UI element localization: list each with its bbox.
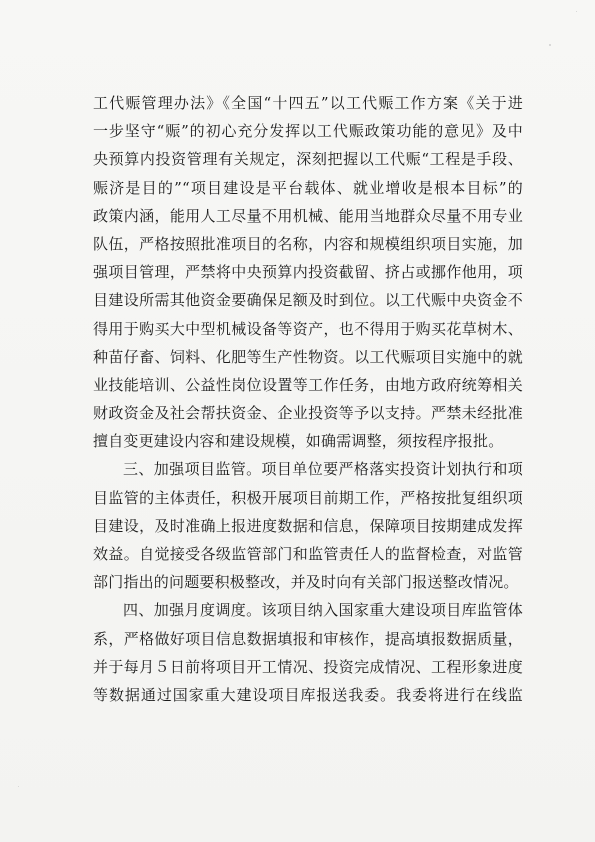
scan-speck <box>576 11 577 12</box>
text-line: 系，严格做好项目信息数据填报和审核作，提高填报数据质量， <box>93 629 523 648</box>
text-line: 政策内涵，能用人工尽量不用机械、能用当地群众尽量不用专业 <box>93 206 523 225</box>
text-line: 得用于购买大中型机械设备等资产，也不得用于购买花草树木、 <box>93 319 523 338</box>
text-line: 效益。自觉接受各级监管部门和监管责任人的监督检查，对监管 <box>93 545 523 563</box>
text-line: 部门指出的问题要积极整改，并及时向有关部门报送整改情况。 <box>93 573 519 592</box>
text-line: 目建设，及时准确上报进度数据和信息，保障项目按期建成发挥 <box>93 516 523 535</box>
text-line: 央预算内投资管理有关规定，深刻把握以工代赈“工程是手段、 <box>93 150 523 169</box>
text-line: 目建设所需其他资金要确保足额及时到位。以工代赈中央资金不 <box>93 291 523 310</box>
text-line: 目监管的主体责任，积极开展项目前期工作，严格按批复组织项 <box>93 488 523 507</box>
section-heading-line: 三、加强项目监管。项目单位要严格落实投资计划执行和项 <box>123 460 523 479</box>
text-line: 工代赈管理办法》《全国“十四五”以工代赈工作方案《关于进 <box>93 94 523 112</box>
scan-speck <box>18 786 19 787</box>
text-line: 种苗仔畜、饲料、化肥等生产性物资。以工代赈项目实施中的就 <box>93 347 523 366</box>
text-line: 队伍，严格按照批准项目的名称，内容和规模组织项目实施，加 <box>93 234 523 253</box>
text-line: 赈济是目的”“项目建设是平台载体、就业增收是根本目标”的 <box>93 178 523 197</box>
text-line: 等数据通过国家重大建设项目库报送我委。我委将进行在线监 <box>93 685 523 704</box>
text-line: 强项目管理，严禁将中央预算内投资截留、挤占或挪作他用，项 <box>93 263 523 282</box>
text-line: 一步坚守“赈”的初心充分发挥以工代赈政策功能的意见》及中 <box>93 122 523 141</box>
text-line: 擅自变更建设内容和建设规模，如确需调整，须按程序报批。 <box>93 432 504 451</box>
text-line: 并于每月５日前将项目开工情况、投资完成情况、工程形象进度 <box>93 657 523 676</box>
text-line: 业技能培训、公益性岗位设置等工作任务，由地方政府统筹相关 <box>93 375 523 394</box>
scan-speck <box>549 44 551 46</box>
section-heading-line: 四、加强月度调度。该项目纳入国家重大建设项目库监管体 <box>123 601 523 620</box>
text-line: 财政资金及社会帮扶资金、企业投资等予以支持。严禁未经批准 <box>93 404 523 423</box>
document-body <box>93 89 523 709</box>
